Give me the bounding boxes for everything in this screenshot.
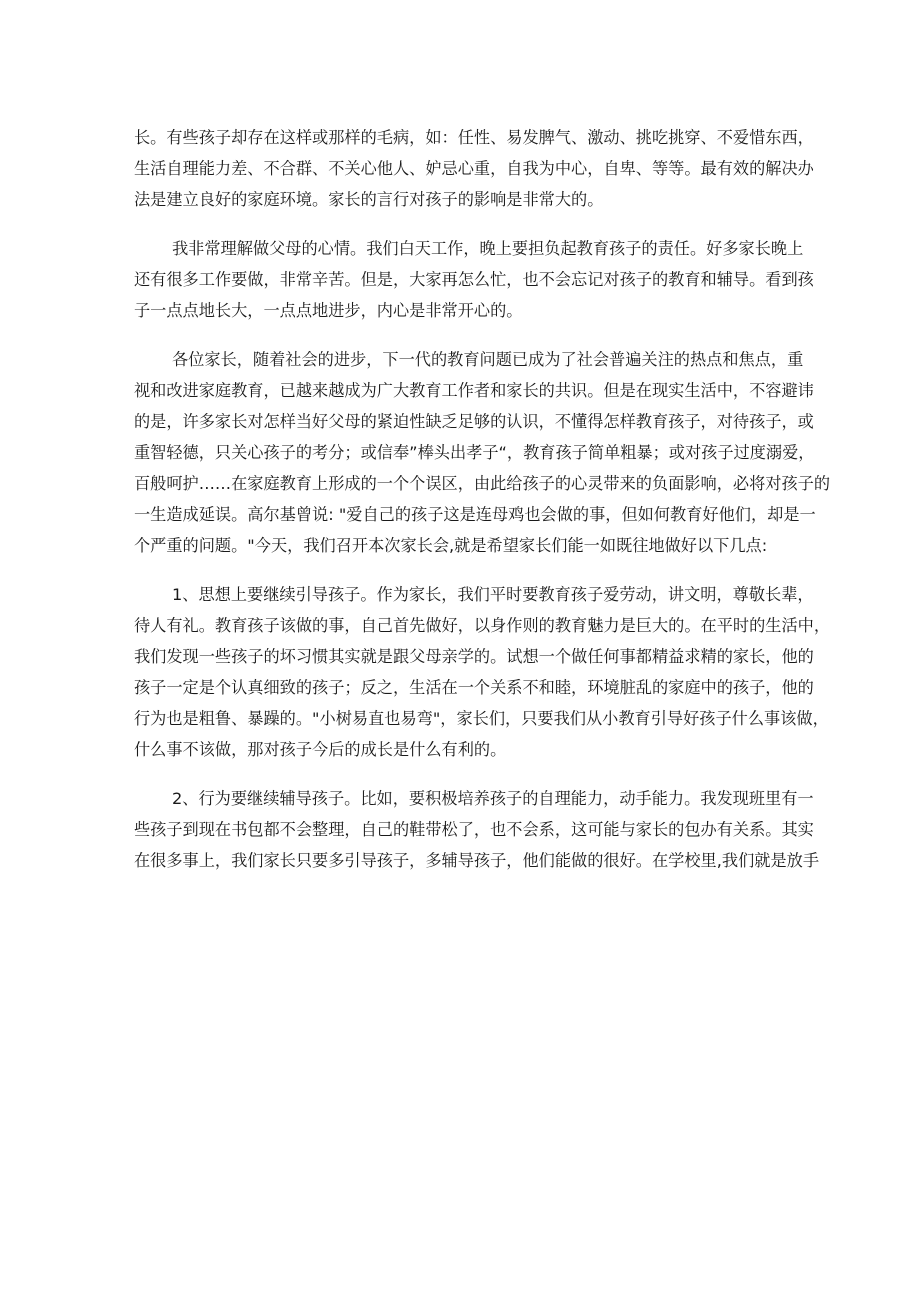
paragraph-1 xyxy=(134,122,814,215)
text-line: 待人有礼。教育孩子该做的事，自己首先做好，以身作则的教育魅力是巨大的。在平时的生活中， xyxy=(134,616,831,635)
paragraph-3 xyxy=(134,344,831,561)
text-line: 视和改进家庭教育，已越来越成为广大教育工作者和家长的共识。但是在现实生活中，不容避讳 xyxy=(134,381,814,400)
text-line: 百般呵护……在家庭教育上形成的一个个误区，由此给孩子的心灵带来的负面影响，必将对孩子的 xyxy=(134,474,831,493)
text-line: 还有很多工作要做，非常辛苦。但是，大家再怎么忙，也不会忘记对孩子的教育和辅导。看到孩 xyxy=(134,270,814,289)
text-line: 重智轻德，只关心孩子的考分；或信奉”棒头出孝子“，教育孩子简单粗暴；或对孩子过度溺爱， xyxy=(134,443,815,462)
text-line: 我们发现一些孩子的坏习惯其实就是跟父母亲学的。试想一个做任何事都精益求精的家长，他的 xyxy=(134,647,814,666)
text-line: 法是建立良好的家庭环境。家长的言行对孩子的影响是非常大的。 xyxy=(134,190,604,209)
text-line: 一生造成延误。高尔基曾说: "爱自己的孩子这是连母鸡也会做的事，但如何教育好他们，却是一 xyxy=(134,505,816,524)
text-line: 长。有些孩子却存在这样或那样的毛病，如：任性、易发脾气、激动、挑吃挑穿、不爱惜东西， xyxy=(134,128,814,147)
text-line: 在很多事上，我们家长只要多引导孩子，多辅导孩子，他们能做的很好。在学校里,我们就是放手 xyxy=(134,851,820,870)
text-line: 各位家长，随着社会的进步，下一代的教育问题已成为了社会普遍关注的热点和焦点，重 xyxy=(172,350,804,369)
text-line: 的是，许多家长对怎样当好父母的紧迫性缺乏足够的认识，不懂得怎样教育孩子，对待孩子，或 xyxy=(134,412,814,431)
text-line: 个严重的问题。"今天，我们召开本次家长会,就是希望家长们能一如既往地做好以下几点: xyxy=(134,536,768,555)
text-line: 1、思想上要继续引导孩子。作为家长，我们平时要教育孩子爱劳动，讲文明，尊敬长辈， xyxy=(172,585,814,604)
text-line: 什么事不该做，那对孩子今后的成长是什么有利的。 xyxy=(134,740,507,759)
paragraph-4 xyxy=(134,579,831,765)
text-line: 生活自理能力差、不合群、不关心他人、妒忌心重，自我为中心，自卑、等等。最有效的解决办 xyxy=(134,159,814,178)
text-line: 些孩子到现在书包都不会整理，自己的鞋带松了，也不会系，这可能与家长的包办有关系。其实 xyxy=(134,820,814,839)
text-line: 我非常理解做父母的心情。我们白天工作，晚上要担负起教育孩子的责任。好多家长晚上 xyxy=(172,239,804,258)
text-line: 孩子一定是个认真细致的孩子；反之，生活在一个关系不和睦，环境脏乱的家庭中的孩子，他的 xyxy=(134,678,814,697)
document-body xyxy=(134,122,831,876)
text-line: 子一点点地长大，一点点地进步，内心是非常开心的。 xyxy=(134,301,523,320)
paragraph-5 xyxy=(134,783,820,876)
paragraph-2 xyxy=(134,233,814,326)
text-line: 2、行为要继续辅导孩子。比如，要积极培养孩子的自理能力，动手能力。我发现班里有一 xyxy=(172,789,814,808)
text-line: 行为也是粗鲁、暴躁的。"小树易直也易弯"，家长们，只要我们从小教育引导好孩子什么事该做， xyxy=(134,709,829,728)
